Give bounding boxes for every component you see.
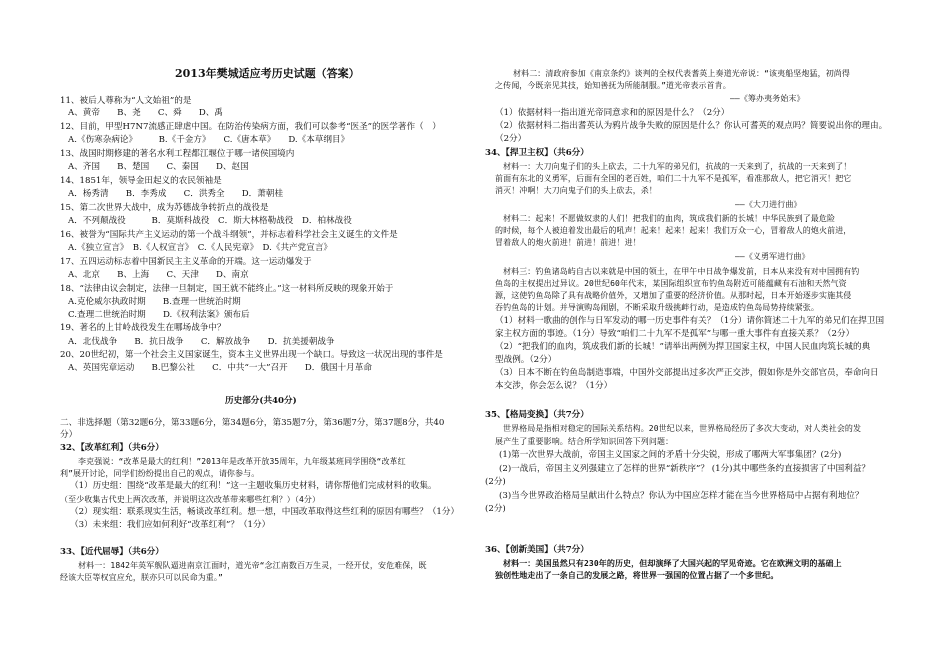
options-line: A、北京 B、上海 C、天津 D、南京 <box>68 270 249 280</box>
question-line: 20、20世纪初，第一个社会主义国家诞生，资本主义世界出现一个缺口。导致这一状况出现的事件是 <box>60 350 443 360</box>
q34-line: 材料二：起来！不愿做奴隶的人们！把我们的血肉，筑成我们新的长城！中华民族到了最危险 <box>503 214 836 223</box>
q32-line: （1）历史组：围绕“改革是最大的红利！”这一主题收集历史材料，请你帮他们完成材料的收集。 <box>70 481 437 491</box>
options-line: A．不列颠战役 B．莫斯科战役 C．斯大林格勒战役 D．柏林战役 <box>68 216 352 226</box>
q35-heading: 35、【格局变换】（共7分） <box>485 410 589 420</box>
question-line: 14、1851年，领导金田起义的农民领袖是 <box>60 176 222 186</box>
q34-line: 材料三：钓鱼诸岛屿自古以来就是中国的领土，在甲午中日战争爆发前，日本从来没有对中国拥有钓 <box>503 267 860 276</box>
q33-line: 之传闻，今既亲见其技，始知善抚为所能制服。”道光帝表示首肯。 <box>495 81 731 90</box>
section-heading-cont: 分） <box>60 430 78 440</box>
options-line: A、齐国 B、楚国 C、秦国 D、赵国 <box>68 162 249 172</box>
question-line: 12、目前，甲型H7N7流感正肆虐中国。在防治传染病方面，我们可以参考“医圣”的医学著作（ ） <box>60 122 441 132</box>
q34-source: ——《义勇军进行曲》 <box>735 252 810 261</box>
q34-source: ——《大刀进行曲》 <box>735 200 802 209</box>
q32-line: （3）未来组：我们应如何利好“改革红利”？（1分） <box>70 520 271 530</box>
q34-line: 本交涉，你会怎么说？（1分） <box>495 381 613 391</box>
options-line: A.《伤寒杂病论》 B.《千金方》 C.《唐本草》 D.《本草纲目》 <box>68 135 350 145</box>
q34-heading: 34、【捍卫主权】（共6分） <box>485 148 589 158</box>
question-line: 18、“法律由议会制定，法律一旦制定，国王就不能终止。”这一材料所反映的现象开始于 <box>60 284 394 294</box>
q33-line: （1）依据材料一指出道光帝同意求和的原因是什么？（2分） <box>495 108 730 118</box>
q32-line: （至少收集古代史上两次改革，并说明这次改革带来哪些红利？）（4分） <box>60 495 321 504</box>
q33-line: 经该大臣等权宜应允，朕亦只可以民命为重。” <box>60 573 223 582</box>
options-line: A.克伦威尔执政时期 B.查理一世统治时期 <box>68 297 241 307</box>
q33-source: ——《筹办夷务始末》 <box>730 94 805 103</box>
q32-line: 利”展开讨论，同学们纷纷提出自己的观点，请你参与。 <box>60 469 260 478</box>
q35-line: (2分) <box>485 477 506 487</box>
q36-line: 独创性地走出了一条自己的发展之路，将世界一强国的位置占据了一个多世纪。 <box>495 571 779 580</box>
options-line: C.查理二世统治时期 D.《权利法案》颁布后 <box>68 310 250 320</box>
q34-line: （2）“把我们的血肉，筑成我们新的长城！”请举出两例为捍卫国家主权，中国人民血肉筑长城的典 <box>495 342 871 352</box>
question-line: 17、五四运动标志着中国新民主主义革命的开端。这一运动爆发于 <box>60 257 312 267</box>
section-heading: 二、非选择题（第32题6分，第33题6分，第34题6分，第35题7分，第36题7分，第37题8分，共40 <box>60 418 445 428</box>
question-line: 15、第二次世界大战中，成为苏德战争转折点的战役是 <box>60 203 269 213</box>
exam-title: 2013年樊城适应考历史试题（答案） <box>175 67 360 80</box>
q35-line: (3)当今世界政治格局呈献出什么特点？你认为中国应怎样才能在当今世界格局中占据有利地位？ <box>499 491 864 501</box>
q34-line: （1）材料一歌曲的创作与日军发动的哪一历史事件有关？（1分）请你简述二十九军的弟兄们在捍卫国 <box>495 316 885 326</box>
options-line: A、黄帝 B、尧 C、舜 D、禹 <box>68 108 223 118</box>
options-line: A．杨秀清 B．李秀成 C．洪秀全 D．萧朝桂 <box>68 189 284 199</box>
q35-line: 展产生了重要影响。结合所学知识回答下列问题： <box>495 437 674 446</box>
q34-line: 型战例。（2分） <box>495 355 557 365</box>
q34-line: 家主权方面的事迹。（1分）导致“咱们二十九军不是孤军”与哪一重大事件有直接关系？（2分） <box>495 329 855 339</box>
q36-line: 材料一：美国虽然只有230年的历史，但却演绎了大国兴起的罕见奇迹。它在欧洲文明的基础上 <box>503 559 842 568</box>
q33-line: （2分） <box>495 134 527 144</box>
options-line: A.《独立宣言》 B.《人权宣言》 C.《人民宪章》 D.《共产党宣言》 <box>68 243 333 253</box>
q35-line: 世界格局是指相对稳定的国际关系结构。20世纪以来，世界格局经历了多次大变动，对人类社会的发 <box>503 424 862 433</box>
q34-line: 材料一：大刀向鬼子们的头上砍去，二十九军的弟兄们，抗战的一天来到了，抗战的一天来到了！ <box>503 162 852 171</box>
options-line: A．北伐战争 B．抗日战争 C．解放战争 D．抗美援朝战争 <box>68 337 335 347</box>
q32-heading: 32、【改革红利】（共6分） <box>60 443 164 453</box>
q35-line: (1)第一次世界大战前，帝国主义国家之间的矛盾十分尖锐，形成了哪两大军事集团？(2分) <box>499 450 842 460</box>
part-title: 历史部分(共40分) <box>225 396 297 406</box>
q34-line: （3）日本不断在钓鱼岛制造事端，中国外交部提出过多次严正交涉，假如你是外交部官员，奉命向日 <box>495 368 879 378</box>
q34-line: 前面有东北的义勇军，后面有全国的老百姓，咱们二十九军不是孤军，看准那敌人，把它消灭！把它 <box>495 174 852 183</box>
options-line: A、英国宪章运动 B.巴黎公社 C．中共“一大”召开 D．俄国十月革命 <box>68 363 372 373</box>
q35-line: (2分) <box>485 504 506 514</box>
q33-line: 材料一：1842年英军舰队逼进南京江面时，道光帝“念江南数百万生灵，一经开仗，安危难保，既 <box>78 561 427 570</box>
q33-line: 材料二：清政府参加《南京条约》谈判的全权代表耆英上奏道光帝说：“该夷船坚炮猛，初尚得 <box>513 69 851 78</box>
q34-line: 吞钓鱼岛的计划。并导演购岛闹剧，不断采取升级挑衅行动，是造成钓鱼岛局势持续紧张。 <box>495 303 819 312</box>
q35-line: (2)一战后，帝国主义列强建立了怎样的世界“新秩序”？ (1分)其中哪些条约直接损害了中国利益？ <box>499 464 871 474</box>
q34-line: 冒着敌人的炮火前进！前进！前进！进！ <box>495 238 641 247</box>
q33-heading: 33、【近代屈辱】（共6分） <box>60 547 164 557</box>
q32-line: 李克强说：“改革是最大的红利！”2013年是改革开放35周年，九年级某班同学围绕“改革红 <box>78 457 406 466</box>
q34-line: 鱼岛的主权提出过异议。20世纪60年代末，某国际组织宣布钓鱼岛附近可能蕴藏有石油和天然气资 <box>495 279 847 288</box>
question-line: 11、被后人尊称为“人文始祖”的是 <box>60 96 192 106</box>
question-line: 13、战国时期修建的著名水利工程都江堰位于哪一诸侯国境内 <box>60 149 295 159</box>
q34-line: 的时候，每个人被迫着发出最后的吼声！起来！起来！起来！我们万众一心，冒着敌人的炮火前进， <box>495 226 852 235</box>
q36-heading: 36、【创新美国】（共7分） <box>485 545 589 555</box>
q34-line: 源，这使钓鱼岛除了具有战略价值外，又增加了重要的经济价值。从那时起，日本开始逐步实施其侵 <box>495 291 852 300</box>
q33-line: （2）依据材料二指出耆英认为鸦片战争失败的原因是什么？你认可耆英的观点吗？简要说出你的理由。 <box>495 121 888 131</box>
question-line: 19、著名的上甘岭战役发生在哪场战争中？ <box>60 323 226 333</box>
q34-line: 消灭！冲啊！大刀向鬼子们的头上砍去，杀！ <box>495 186 657 195</box>
question-line: 16、被誉为“国际共产主义运动的第一个战斗纲领”，并标志着科学社会主义诞生的文件是 <box>60 230 398 240</box>
q32-line: （2）现实组：联系现实生活，畅谈改革红利。想一想，中国改革取得这些红利的原因有哪些？（1分） <box>70 507 460 517</box>
